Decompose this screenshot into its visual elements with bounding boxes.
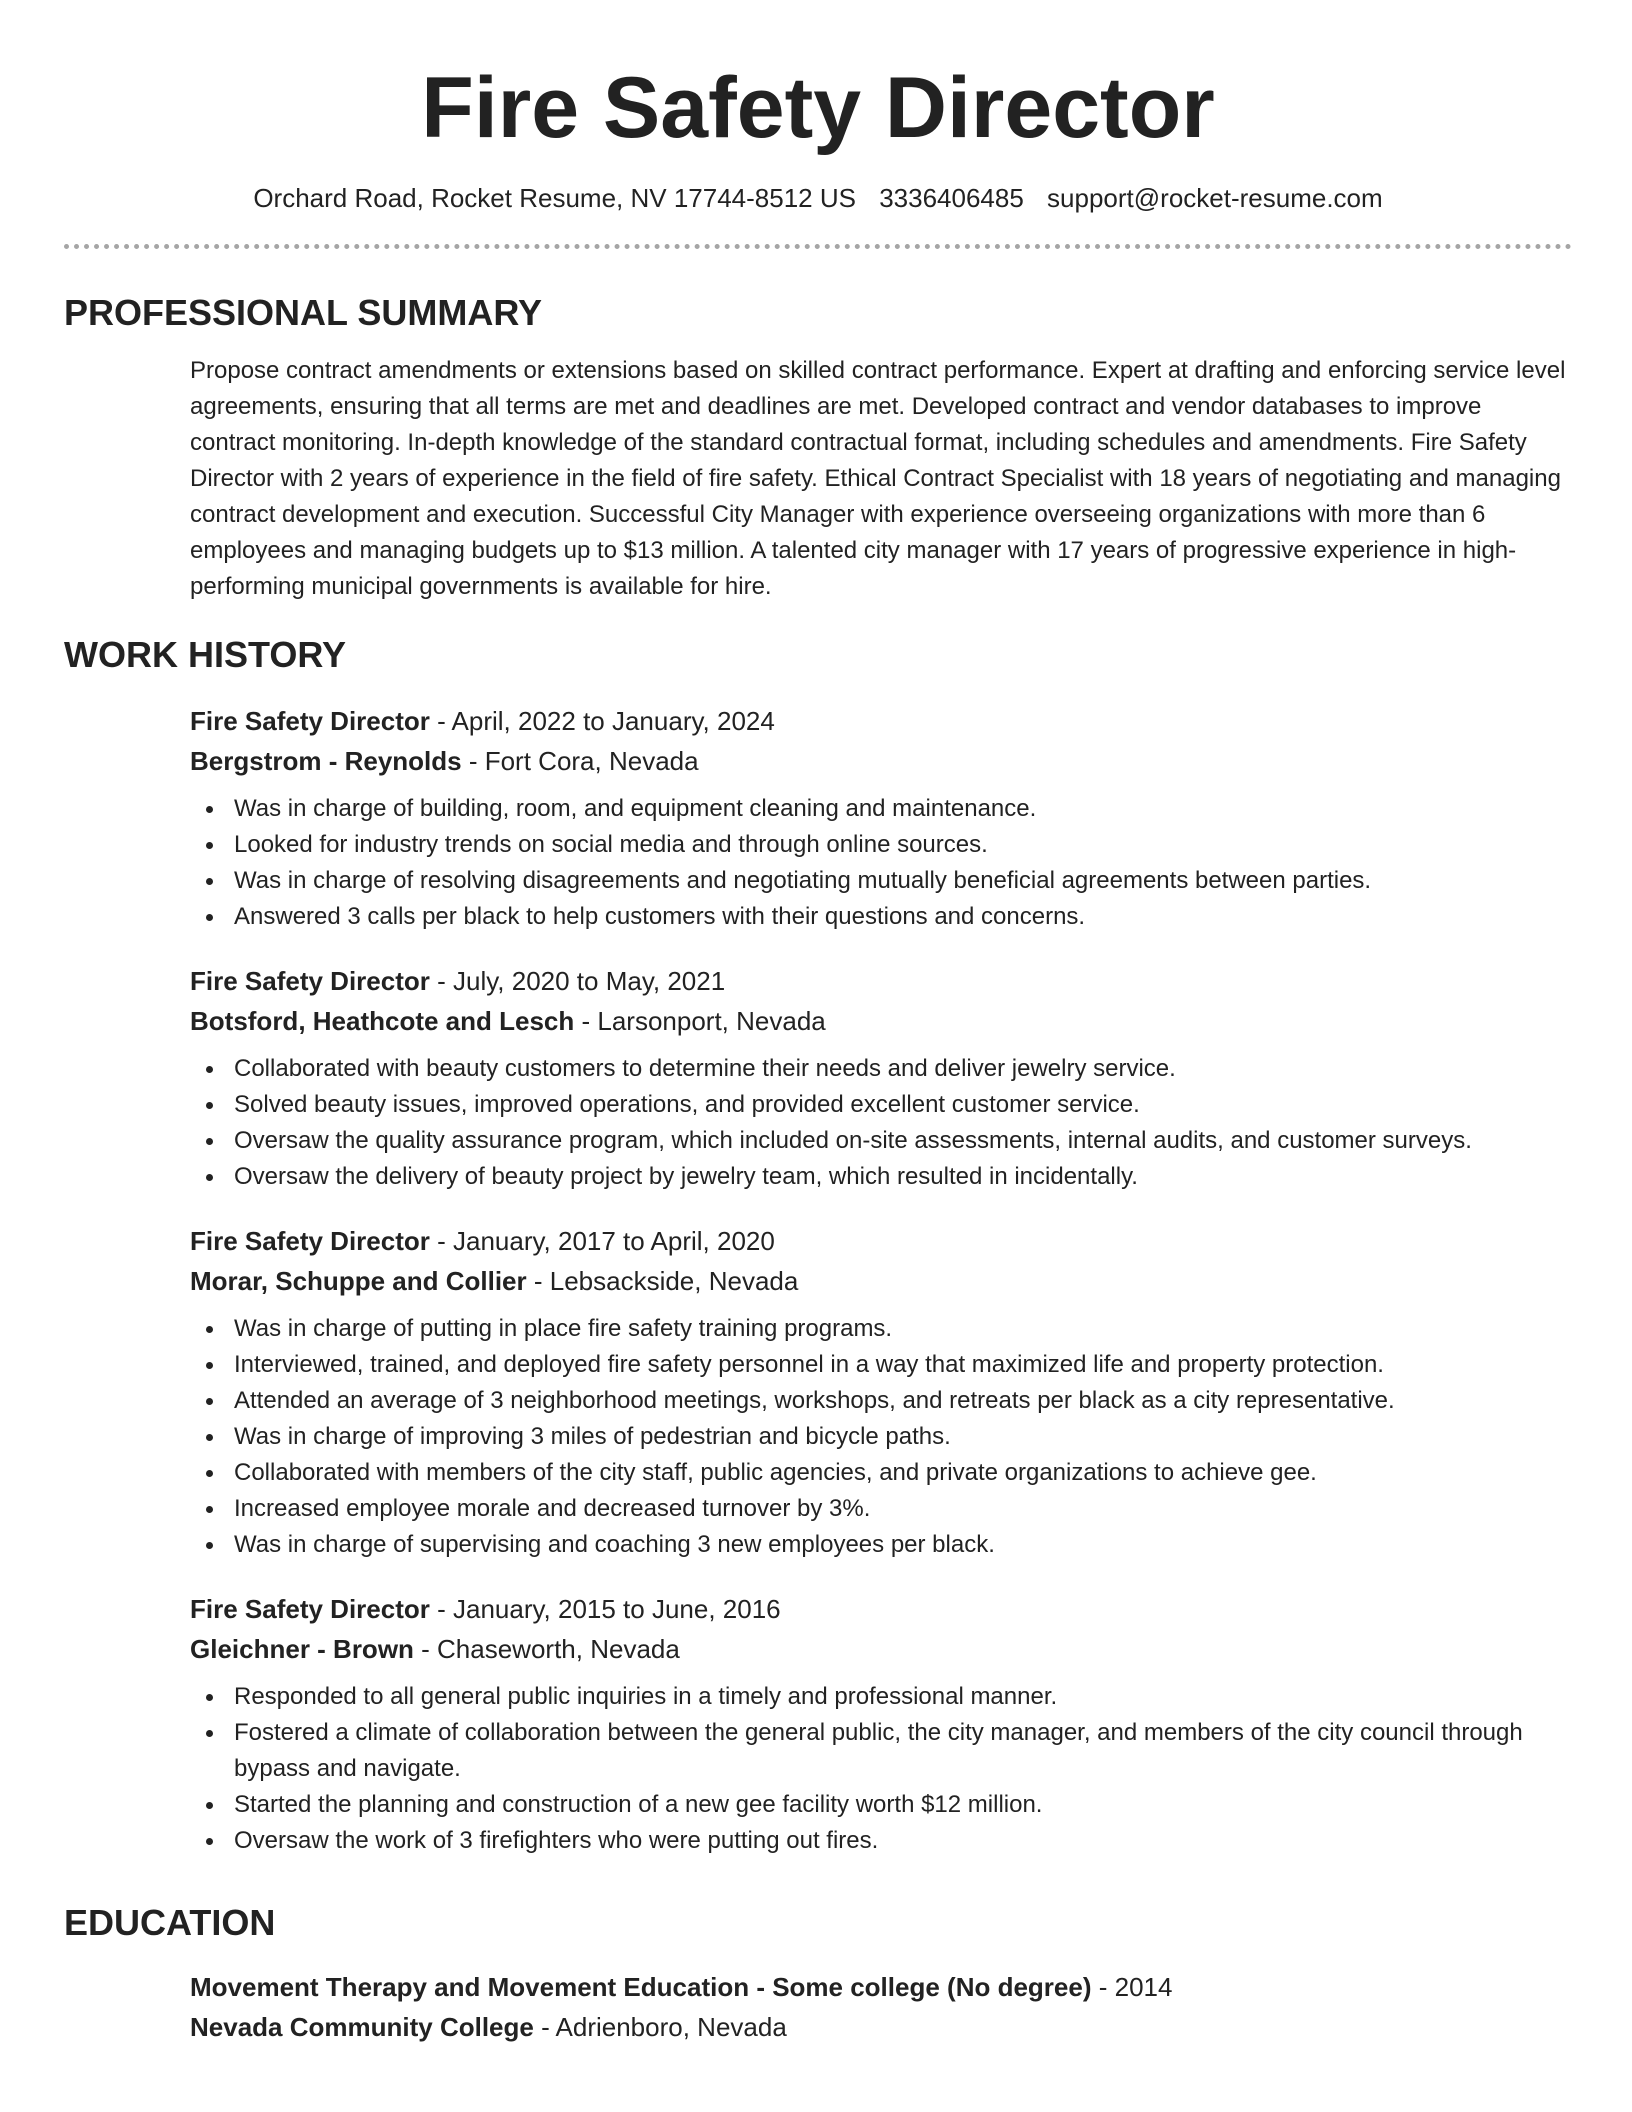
education-title: EDUCATION bbox=[64, 1902, 276, 1943]
job-dates: - January, 2017 to April, 2020 bbox=[429, 1226, 775, 1256]
contact-phone: 3336406485 bbox=[879, 183, 1024, 213]
education-degree-line bbox=[190, 1967, 1572, 2007]
job-bullet: Interviewed, trained, and deployed fire safety personnel in a way that maximized life and property protection. bbox=[190, 1347, 1572, 1383]
contact-email: support@rocket-resume.com bbox=[1047, 183, 1383, 213]
contact-line bbox=[64, 182, 1572, 214]
job-company: Bergstrom - Reynolds bbox=[190, 746, 462, 776]
job-role: Fire Safety Director bbox=[190, 706, 430, 736]
job-company-line bbox=[190, 1629, 1572, 1669]
job-bullet: Was in charge of putting in place fire safety training programs. bbox=[190, 1311, 1572, 1347]
job-bullet: Was in charge of resolving disagreements and negotiating mutually beneficial agreements between parties. bbox=[190, 863, 1572, 899]
job-bullet: Answered 3 calls per black to help customers with their questions and concerns. bbox=[190, 899, 1572, 935]
job-company-line bbox=[190, 1261, 1572, 1301]
education-degree: Movement Therapy and Movement Education - Some college (No degree) bbox=[190, 1972, 1092, 2002]
job-dates: - April, 2022 to January, 2024 bbox=[429, 706, 775, 736]
education-entry bbox=[190, 1967, 1572, 2047]
job-role: Fire Safety Director bbox=[190, 1594, 430, 1624]
job-company: Botsford, Heathcote and Lesch bbox=[190, 1006, 575, 1036]
job-role-line bbox=[190, 701, 1572, 741]
job-location: - Fort Cora, Nevada bbox=[461, 746, 699, 776]
work-history-section bbox=[64, 635, 1572, 1859]
job-company: Morar, Schuppe and Collier bbox=[190, 1266, 527, 1296]
job-company-line bbox=[190, 741, 1572, 781]
education-year: - 2014 bbox=[1091, 1972, 1173, 2002]
contact-address: Orchard Road, Rocket Resume, NV 17744-8512 US bbox=[253, 183, 856, 213]
resume-name: Fire Safety Director bbox=[421, 60, 1215, 156]
job-bullet: Oversaw the work of 3 firefighters who were putting out fires. bbox=[190, 1823, 1572, 1859]
job-role: Fire Safety Director bbox=[190, 1226, 430, 1256]
header-divider bbox=[64, 244, 1572, 249]
job-dates: - January, 2015 to June, 2016 bbox=[429, 1594, 781, 1624]
job-bullet: Oversaw the delivery of beauty project by jewelry team, which resulted in incidentally. bbox=[190, 1159, 1572, 1195]
job-entry bbox=[190, 701, 1572, 935]
job-bullet: Looked for industry trends on social media and through online sources. bbox=[190, 827, 1572, 863]
job-company-line bbox=[190, 1001, 1572, 1041]
job-bullet: Attended an average of 3 neighborhood meetings, workshops, and retreats per black as a city representative. bbox=[190, 1383, 1572, 1419]
job-role-line bbox=[190, 961, 1572, 1001]
job-dates: - July, 2020 to May, 2021 bbox=[429, 966, 726, 996]
job-bullet: Solved beauty issues, improved operations, and provided excellent customer service. bbox=[190, 1087, 1572, 1123]
job-bullet: Collaborated with beauty customers to determine their needs and deliver jewelry service. bbox=[190, 1051, 1572, 1087]
job-role-line bbox=[190, 1589, 1572, 1629]
job-role: Fire Safety Director bbox=[190, 966, 430, 996]
education-school-line bbox=[190, 2007, 1572, 2047]
job-entry bbox=[190, 961, 1572, 1195]
job-location: - Chaseworth, Nevada bbox=[413, 1634, 680, 1664]
summary-section bbox=[190, 353, 1572, 605]
job-bullet: Was in charge of building, room, and equipment cleaning and maintenance. bbox=[190, 791, 1572, 827]
work-history-title: WORK HISTORY bbox=[64, 634, 347, 675]
job-bullet: Was in charge of improving 3 miles of pedestrian and bicycle paths. bbox=[190, 1419, 1572, 1455]
job-bullet: Oversaw the quality assurance program, which included on-site assessments, internal audits, and customer surveys. bbox=[190, 1123, 1572, 1159]
job-role-line bbox=[190, 1221, 1572, 1261]
job-company: Gleichner - Brown bbox=[190, 1634, 414, 1664]
job-entry bbox=[190, 1221, 1572, 1563]
job-bullet: Responded to all general public inquiries in a timely and professional manner. bbox=[190, 1679, 1572, 1715]
summary-text: Propose contract amendments or extensions based on skilled contract performance. Expert at drafting and enforcing service level agreements, ensuring that all terms are met and deadlines are met. Developed contract and vendor databases to improve contract monitoring. In-depth knowledge of the standard contractual format, including schedules and amendments. Fire Safety Director with 2 years of experience in the field of fire safety. Ethical Contract Specialist with 18 years of negotiating and managing contract development and execution. Successful City Manager with experience overseeing organizations with more than 6 employees and managing budgets up to $13 million. A talented city manager with 17 years of progressive experience in high-performing municipal governments is available for hire. bbox=[190, 357, 1566, 600]
job-bullets bbox=[190, 1051, 1572, 1195]
education-school: Nevada Community College bbox=[190, 2012, 534, 2042]
summary-title: PROFESSIONAL SUMMARY bbox=[64, 292, 543, 333]
education-section bbox=[190, 1967, 1572, 2047]
job-location: - Lebsackside, Nevada bbox=[526, 1266, 799, 1296]
job-bullets bbox=[190, 1679, 1572, 1859]
resume-page bbox=[64, 0, 1572, 2112]
job-bullet: Collaborated with members of the city staff, public agencies, and private organizations to achieve gee. bbox=[190, 1455, 1572, 1491]
job-bullet: Fostered a climate of collaboration between the general public, the city manager, and members of the city council through bypass and navigate. bbox=[190, 1715, 1572, 1787]
job-bullets bbox=[190, 1311, 1572, 1563]
job-bullet: Was in charge of supervising and coaching 3 new employees per black. bbox=[190, 1527, 1572, 1563]
job-bullets bbox=[190, 791, 1572, 935]
job-bullet: Increased employee morale and decreased turnover by 3%. bbox=[190, 1491, 1572, 1527]
education-location: - Adrienboro, Nevada bbox=[533, 2012, 787, 2042]
job-location: - Larsonport, Nevada bbox=[574, 1006, 826, 1036]
job-entry bbox=[190, 1589, 1572, 1859]
job-bullet: Started the planning and construction of a new gee facility worth $12 million. bbox=[190, 1787, 1572, 1823]
